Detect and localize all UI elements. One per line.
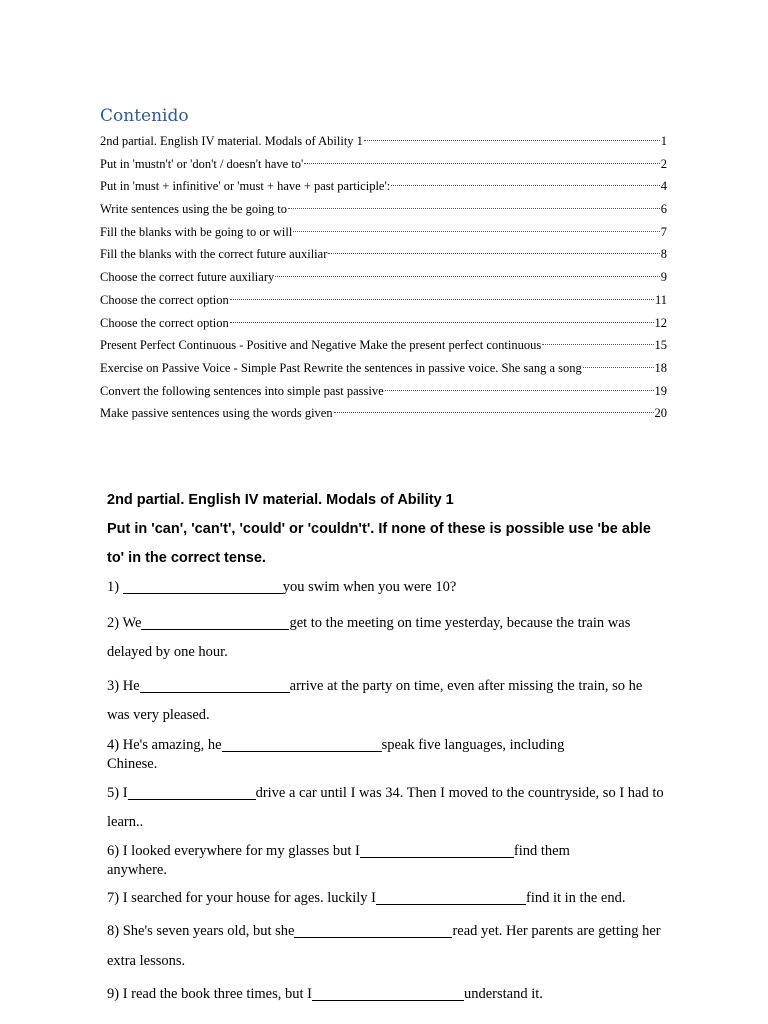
item-text-after: get to the meeting on time yesterday, because the train was delayed by one hour. xyxy=(107,614,631,660)
toc-dot-leader xyxy=(391,185,660,186)
toc-entry-title: Convert the following sentences into simple past passive xyxy=(100,383,384,398)
answer-blank[interactable] xyxy=(294,923,452,939)
toc-entry-page: 20 xyxy=(654,406,667,421)
toc-entry[interactable] xyxy=(100,312,667,335)
toc-dot-leader xyxy=(230,299,654,300)
toc-dot-leader xyxy=(230,322,654,323)
item-text-after: read yet. Her parents are getting her extra lessons. xyxy=(107,923,661,969)
item-text-continued: anywhere. xyxy=(107,861,167,878)
item-text-before: I xyxy=(122,784,128,801)
answer-blank[interactable] xyxy=(141,614,289,630)
answer-blank[interactable] xyxy=(123,579,283,595)
toc-entry-page: 2 xyxy=(660,156,667,171)
toc-entry[interactable] xyxy=(100,402,667,425)
item-text-before: We xyxy=(122,614,142,631)
toc-entry[interactable] xyxy=(100,153,667,176)
toc-entry-title: Exercise on Passive Voice - Simple Past Rewrite the sentences in passive voice. She sang a song xyxy=(100,360,582,375)
toc-entry[interactable] xyxy=(100,175,667,198)
item-number: 4) xyxy=(107,736,120,753)
item-text-continued: Chinese. xyxy=(107,755,158,772)
answer-blank[interactable] xyxy=(360,842,514,858)
toc-dot-leader xyxy=(288,208,660,209)
toc-entry-page: 15 xyxy=(654,338,667,353)
toc-entry[interactable] xyxy=(100,130,667,153)
toc-heading: Contenido xyxy=(100,106,189,126)
item-number: 6) xyxy=(107,842,120,859)
item-number: 8) xyxy=(107,923,120,939)
toc-entry-title: Make passive sentences using the words given xyxy=(100,406,333,421)
toc-entry[interactable] xyxy=(100,357,667,380)
item-number: 9) xyxy=(107,986,120,1002)
exercise-item xyxy=(107,980,667,1010)
item-number: 7) xyxy=(107,889,120,906)
toc-entry[interactable] xyxy=(100,380,667,403)
toc-entry-title: Fill the blanks with be going to or will xyxy=(100,224,293,239)
item-text-after: find it in the end. xyxy=(525,889,626,906)
item-number: 3) xyxy=(107,677,120,694)
answer-blank[interactable] xyxy=(376,889,526,905)
exercise-item xyxy=(107,573,667,603)
item-text-before: He xyxy=(122,677,140,694)
exercise-item xyxy=(107,779,667,838)
toc-entry-page: 9 xyxy=(660,270,667,285)
item-number: 2) xyxy=(107,614,120,631)
section-heading: 2nd partial. English IV material. Modals of Ability 1 xyxy=(107,492,454,508)
item-text-after: speak five languages, including xyxy=(381,736,565,753)
toc-entry[interactable] xyxy=(100,266,667,289)
toc-entry-title: Choose the correct option xyxy=(100,315,229,330)
toc-entry[interactable] xyxy=(100,289,667,312)
toc-entry-page: 8 xyxy=(660,247,667,262)
toc-dot-leader xyxy=(328,253,659,254)
toc-dot-leader xyxy=(542,344,653,345)
item-text-after: find them xyxy=(513,842,570,859)
item-text-before: I read the book three times, but I xyxy=(122,986,312,1002)
exercise-item xyxy=(107,672,667,731)
exercise-list xyxy=(107,573,667,1010)
item-text-after: understand it. xyxy=(463,986,543,1002)
exercise-item xyxy=(107,609,667,668)
answer-blank[interactable] xyxy=(312,986,464,1002)
toc-entry[interactable] xyxy=(100,198,667,221)
toc-entry-title: Choose the correct future auxiliary xyxy=(100,270,275,285)
item-text-before: He's amazing, he xyxy=(122,736,222,753)
table-of-contents xyxy=(100,104,667,425)
answer-blank[interactable] xyxy=(128,784,256,800)
toc-entry-title: Put in 'must + infinitive' or 'must + have + past participle': xyxy=(100,179,391,194)
toc-dot-leader xyxy=(583,367,654,368)
toc-dot-leader xyxy=(334,412,654,413)
toc-entry-title: 2nd partial. English IV material. Modals of Ability 1 xyxy=(100,134,363,148)
toc-entry-title: Put in 'mustn't' or 'don't / doesn't have to' xyxy=(100,156,304,171)
toc-list xyxy=(100,130,667,425)
toc-dot-leader xyxy=(304,163,659,164)
section-instruction: Put in 'can', 'can't', 'could' or 'couldn't'. If none of these is possible use 'be able to' in the correct tense. xyxy=(107,521,651,566)
item-text-after: arrive at the party on time, even after missing the train, so he was very pleased. xyxy=(107,677,643,723)
toc-entry-page: 6 xyxy=(660,202,667,217)
toc-entry[interactable] xyxy=(100,221,667,244)
item-text-after: drive a car until I was 34. Then I moved to the countryside, so I had to learn.. xyxy=(107,784,664,830)
answer-blank[interactable] xyxy=(222,736,382,752)
toc-entry[interactable] xyxy=(100,243,667,266)
toc-entry-title: Fill the blanks with the correct future auxiliar xyxy=(100,247,328,262)
toc-entry-page: 11 xyxy=(654,292,667,307)
toc-entry-title: Choose the correct option xyxy=(100,292,229,307)
item-number: 1) xyxy=(107,579,120,595)
toc-entry-title: Present Perfect Continuous - Positive and Negative Make the present perfect continuous xyxy=(100,338,542,353)
toc-entry-page: 7 xyxy=(660,224,667,239)
item-number: 5) xyxy=(107,784,120,801)
exercise-item xyxy=(107,884,667,914)
item-text-before: I searched for your house for ages. luckily I xyxy=(122,889,376,906)
toc-dot-leader xyxy=(275,276,660,277)
toc-dot-leader xyxy=(385,390,654,391)
toc-entry[interactable] xyxy=(100,334,667,357)
toc-dot-leader xyxy=(364,140,660,141)
toc-dot-leader xyxy=(293,231,659,232)
exercise-item xyxy=(107,736,667,774)
exercise-item xyxy=(107,842,667,880)
item-text-before: I looked everywhere for my glasses but I xyxy=(122,842,360,859)
toc-entry-page: 19 xyxy=(654,383,667,398)
toc-entry-title: Write sentences using the be going to xyxy=(100,202,287,217)
answer-blank[interactable] xyxy=(140,677,290,693)
item-text-before: She's seven years old, but she xyxy=(122,923,295,939)
toc-entry-page: 12 xyxy=(654,315,667,330)
exercise-item xyxy=(107,917,667,976)
toc-entry-page: 1 xyxy=(660,134,667,148)
item-text-after: you swim when you were 10? xyxy=(282,579,457,595)
toc-entry-page: 4 xyxy=(660,179,667,194)
exercise-section xyxy=(107,486,667,1010)
toc-entry-page: 18 xyxy=(654,360,667,375)
